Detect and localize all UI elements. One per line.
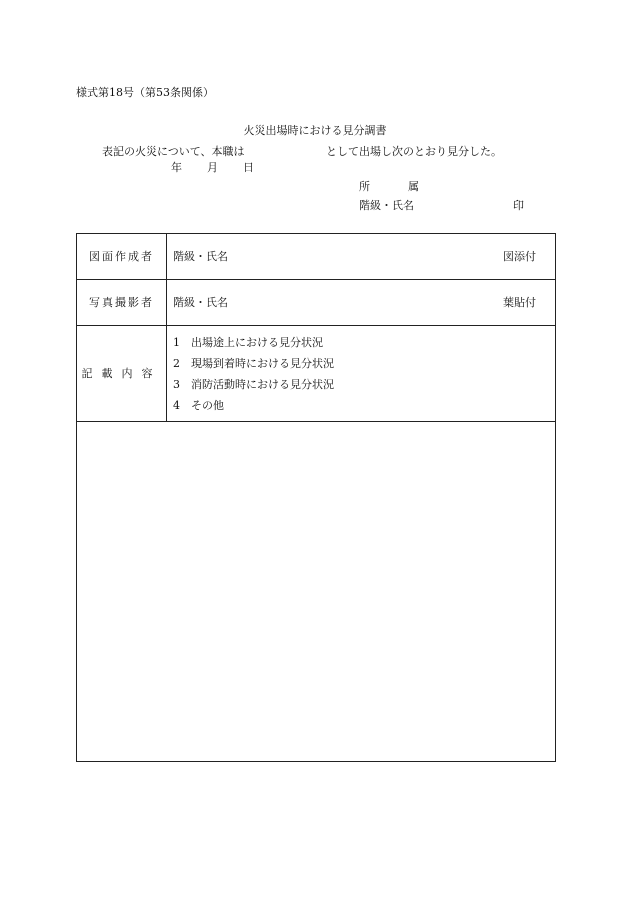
drawing-creator-row [77, 234, 555, 280]
column-divider [166, 234, 167, 279]
photographer-name-label: 階級・氏名 [173, 296, 228, 309]
drawing-creator-name-label: 階級・氏名 [173, 250, 228, 263]
list-item [173, 399, 334, 420]
date-day-label: 日 [243, 161, 254, 174]
column-divider [166, 280, 167, 325]
item-text: 消防活動時における見分状況 [191, 378, 334, 391]
contents-list [173, 336, 334, 420]
photo-attachment-label: 葉貼付 [503, 296, 536, 309]
document-title: 火災出場時における見分調書 [243, 124, 387, 137]
photographer-label: 写真撮影者 [89, 296, 154, 309]
item-text: その他 [191, 399, 224, 412]
item-number: 2 [173, 357, 180, 370]
rank-name-label: 階級・氏名 [359, 199, 414, 212]
date-year-label: 年 [171, 161, 182, 174]
seal-label: 印 [513, 199, 524, 212]
column-divider [166, 326, 167, 421]
item-number: 3 [173, 378, 180, 391]
notes-area [77, 422, 555, 761]
list-item [173, 336, 334, 357]
item-number: 1 [173, 336, 180, 349]
list-item [173, 378, 334, 399]
report-table [76, 233, 556, 762]
item-number: 4 [173, 399, 180, 412]
contents-row [77, 326, 555, 422]
affiliation-label-1: 所 [359, 180, 370, 193]
drawing-creator-label: 図面作成者 [89, 250, 154, 263]
photographer-row [77, 280, 555, 326]
form-number: 様式第18号（第53条関係） [76, 86, 214, 99]
date-month-label: 月 [207, 161, 218, 174]
item-text: 出場途上における見分状況 [191, 336, 323, 349]
list-item [173, 357, 334, 378]
item-text: 現場到着時における見分状況 [191, 357, 334, 370]
intro-text-part2: として出場し次のとおり見分した。 [326, 145, 502, 158]
contents-label: 記載内容 [81, 367, 162, 380]
intro-text-part1: 表記の火災について、本職は [102, 145, 245, 158]
drawing-attachment-label: 図添付 [503, 250, 536, 263]
affiliation-label-2: 属 [408, 180, 419, 193]
